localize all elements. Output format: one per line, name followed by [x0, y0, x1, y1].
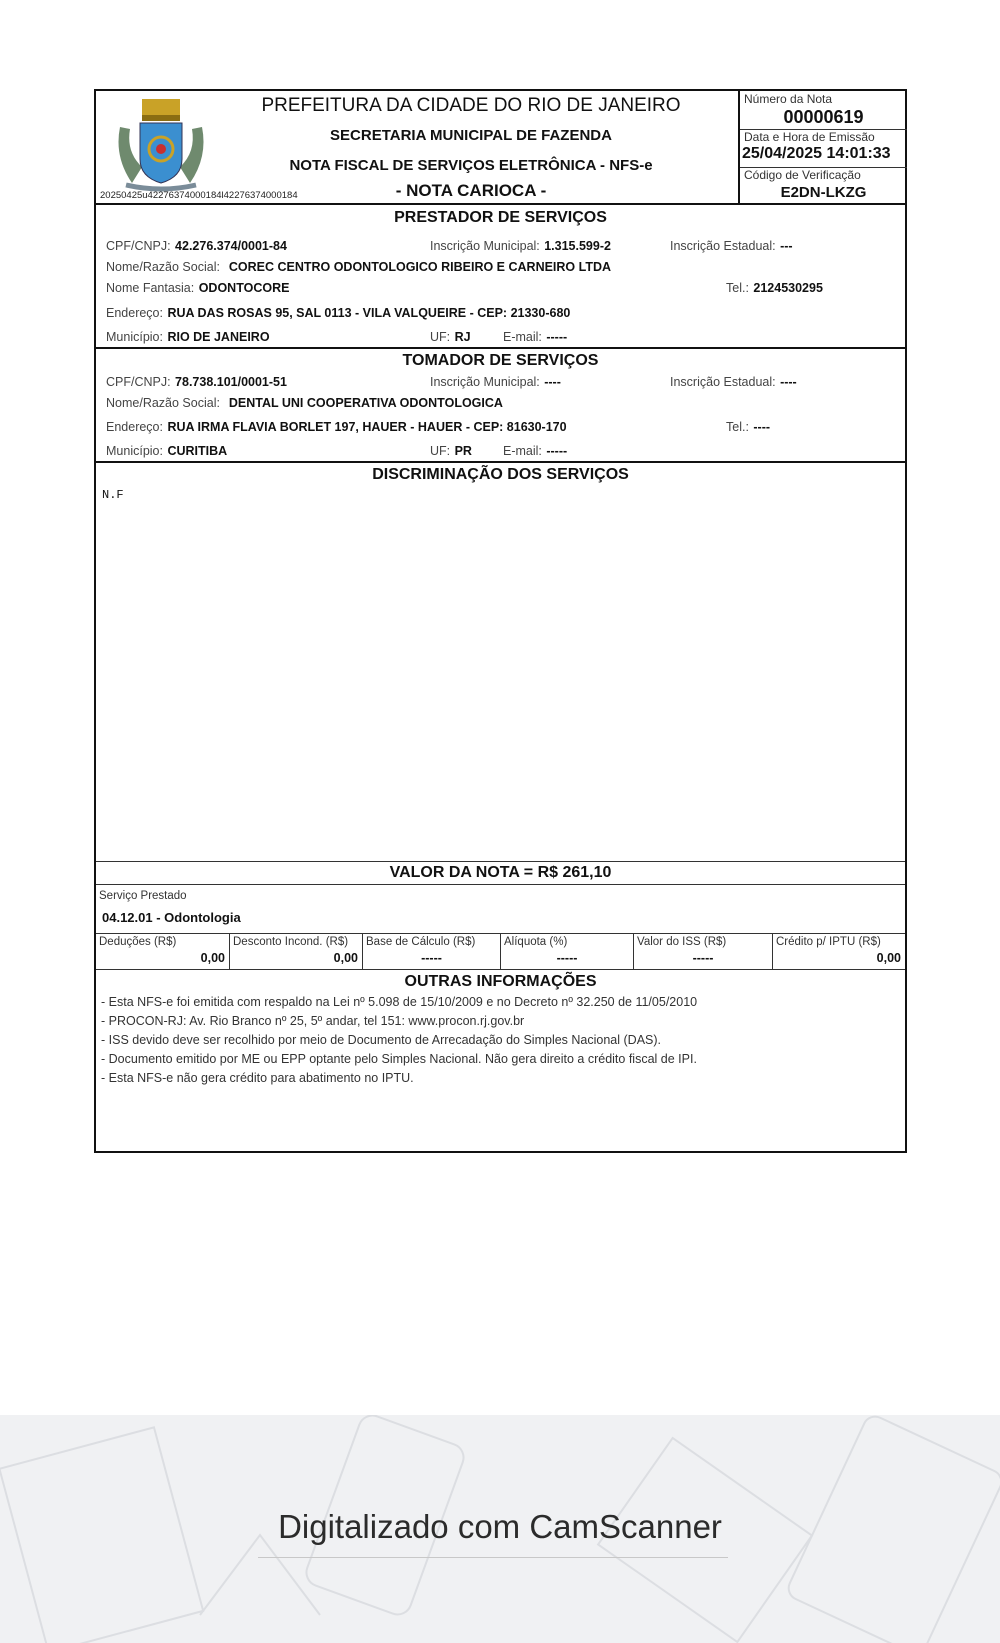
header-subtitle-carioca: - NOTA CARIOCA - [395, 181, 547, 200]
prestador-ie: --- [780, 239, 793, 253]
totals-value: 0,00 [876, 951, 901, 965]
tomador-tel-label: Tel.: [726, 420, 749, 434]
totals-value: ----- [692, 951, 714, 965]
totals-cell [634, 933, 773, 969]
tomador-cnpj-label: CPF/CNPJ: [106, 375, 171, 389]
prestador-razao-label: Nome/Razão Social: [106, 260, 220, 274]
outras-line: - ISS devido deve ser recolhido por meio de Documento de Arrecadação do Simples Nacional (DAS). [101, 1033, 662, 1047]
prestador-razao: COREC CENTRO ODONTOLOGICO RIBEIRO E CARNEIRO LTDA [228, 260, 612, 274]
totals-label: Valor do ISS (R$) [637, 936, 727, 948]
prestador-fantasia-label: Nome Fantasia: [106, 281, 195, 295]
header-subtitle-secretaria: SECRETARIA MUNICIPAL DE FAZENDA [330, 127, 612, 144]
prestador-endereco: RUA DAS ROSAS 95, SAL 0113 - VILA VALQUEIRE - CEP: 21330-680 [167, 306, 571, 320]
coat-of-arms-logo [112, 97, 210, 193]
camscanner-footer [0, 1415, 1000, 1643]
prestador-municipio: RIO DE JANEIRO [167, 330, 270, 344]
prestador-fantasia: ODONTOCORE [198, 281, 290, 295]
prestador-im: 1.315.599-2 [544, 239, 611, 253]
totals-label: Alíquota (%) [504, 936, 568, 948]
prestador-title: PRESTADOR DE SERVIÇOS [394, 209, 607, 226]
outras-line: - Esta NFS-e não gera crédito para abatimento no IPTU. [101, 1071, 414, 1085]
tomador-email: ----- [546, 444, 568, 458]
prestador-uf: RJ [454, 330, 471, 344]
prestador-endereco-label: Endereço: [106, 306, 163, 320]
totals-value: ----- [556, 951, 578, 965]
tomador-razao: DENTAL UNI COOPERATIVA ODONTOLOGICA [228, 396, 503, 410]
totals-label: Crédito p/ IPTU (R$) [776, 936, 881, 948]
tomador-ie: ---- [780, 375, 797, 389]
header-info-panel [738, 91, 907, 203]
discriminacao-title: DISCRIMINAÇÃO DOS SERVIÇOS [372, 466, 629, 483]
totals-value: 0,00 [200, 951, 225, 965]
prestador-tel-label: Tel.: [726, 281, 749, 295]
numero-value: 00000619 [783, 107, 864, 127]
tomador-cnpj: 78.738.101/0001-51 [175, 375, 287, 389]
outras-line: - PROCON-RJ: Av. Rio Branco nº 25, 5º andar, tel 151: www.procon.rj.gov.br [101, 1014, 525, 1028]
outras-title: OUTRAS INFORMAÇÕES [404, 973, 597, 990]
totals-cell [773, 933, 905, 969]
totals-cell [501, 933, 634, 969]
prestador-municipio-label: Município: [106, 330, 163, 344]
valor-total: VALOR DA NOTA = R$ 261,10 [389, 864, 612, 881]
totals-cell [230, 933, 363, 969]
tomador-endereco-label: Endereço: [106, 420, 163, 434]
tomador-title: TOMADOR DE SERVIÇOS [402, 352, 599, 369]
camscanner-text: Digitalizado com CamScanner [278, 1508, 722, 1545]
nfse-document [94, 89, 907, 1153]
totals-label: Desconto Incond. (R$) [233, 936, 349, 948]
totals-cell [363, 933, 501, 969]
tomador-ie-label: Inscrição Estadual: [670, 375, 776, 389]
data-value: 25/04/2025 14:01:33 [742, 145, 891, 162]
totals-value: 0,00 [333, 951, 358, 965]
totals-cell [96, 933, 230, 969]
tomador-municipio-label: Município: [106, 444, 163, 458]
prestador-ie-label: Inscrição Estadual: [670, 239, 776, 253]
prestador-im-label: Inscrição Municipal: [430, 239, 540, 253]
prestador-cnpj: 42.276.374/0001-84 [175, 239, 287, 253]
totals-label: Deduções (R$) [99, 936, 177, 948]
header-title: PREFEITURA DA CIDADE DO RIO DE JANEIRO [261, 95, 681, 116]
prestador-email-label: E-mail: [503, 330, 542, 344]
servico-value: 04.12.01 - Odontologia [102, 910, 241, 925]
tomador-tel: ---- [753, 420, 771, 434]
tomador-municipio: CURITIBA [167, 444, 228, 458]
tomador-razao-label: Nome/Razão Social: [106, 396, 220, 410]
prestador-tel: 2124530295 [753, 281, 823, 295]
tomador-uf-label: UF: [430, 444, 451, 458]
outras-line: - Esta NFS-e foi emitida com respaldo na Lei nº 5.098 de 15/10/2009 e no Decreto nº 32.250 de 11/05/2010 [101, 995, 698, 1009]
footer-divider [258, 1557, 728, 1558]
codigo-label: Código de Verificação [744, 168, 861, 182]
data-label: Data e Hora de Emissão [744, 130, 875, 144]
totals-row [96, 933, 905, 969]
tomador-endereco: RUA IRMA FLAVIA BORLET 197, HAUER - HAUER - CEP: 81630-170 [167, 420, 567, 434]
tomador-uf: PR [454, 444, 472, 458]
prestador-email: ----- [546, 330, 568, 344]
codigo-value: E2DN-LKZG [780, 184, 867, 201]
barcode-text: 20250425u42276374000184l42276374000184 [100, 190, 298, 201]
tomador-im: ---- [544, 375, 561, 389]
header-subtitle-nfse: NOTA FISCAL DE SERVIÇOS ELETRÔNICA - NFS-e [289, 157, 653, 174]
outras-line: - Documento emitido por ME ou EPP optante pelo Simples Nacional. Não gera direito a crédito fiscal de IPI. [101, 1052, 697, 1066]
totals-value: ----- [421, 951, 442, 965]
prestador-uf-label: UF: [430, 330, 451, 344]
discriminacao-text: N.F [102, 488, 124, 502]
prestador-cnpj-label: CPF/CNPJ: [106, 239, 171, 253]
numero-label: Número da Nota [744, 92, 833, 106]
servico-label: Serviço Prestado [99, 890, 187, 902]
outras-list [101, 993, 697, 1088]
tomador-email-label: E-mail: [503, 444, 542, 458]
totals-label: Base de Cálculo (R$) [366, 936, 476, 948]
tomador-im-label: Inscrição Municipal: [430, 375, 540, 389]
